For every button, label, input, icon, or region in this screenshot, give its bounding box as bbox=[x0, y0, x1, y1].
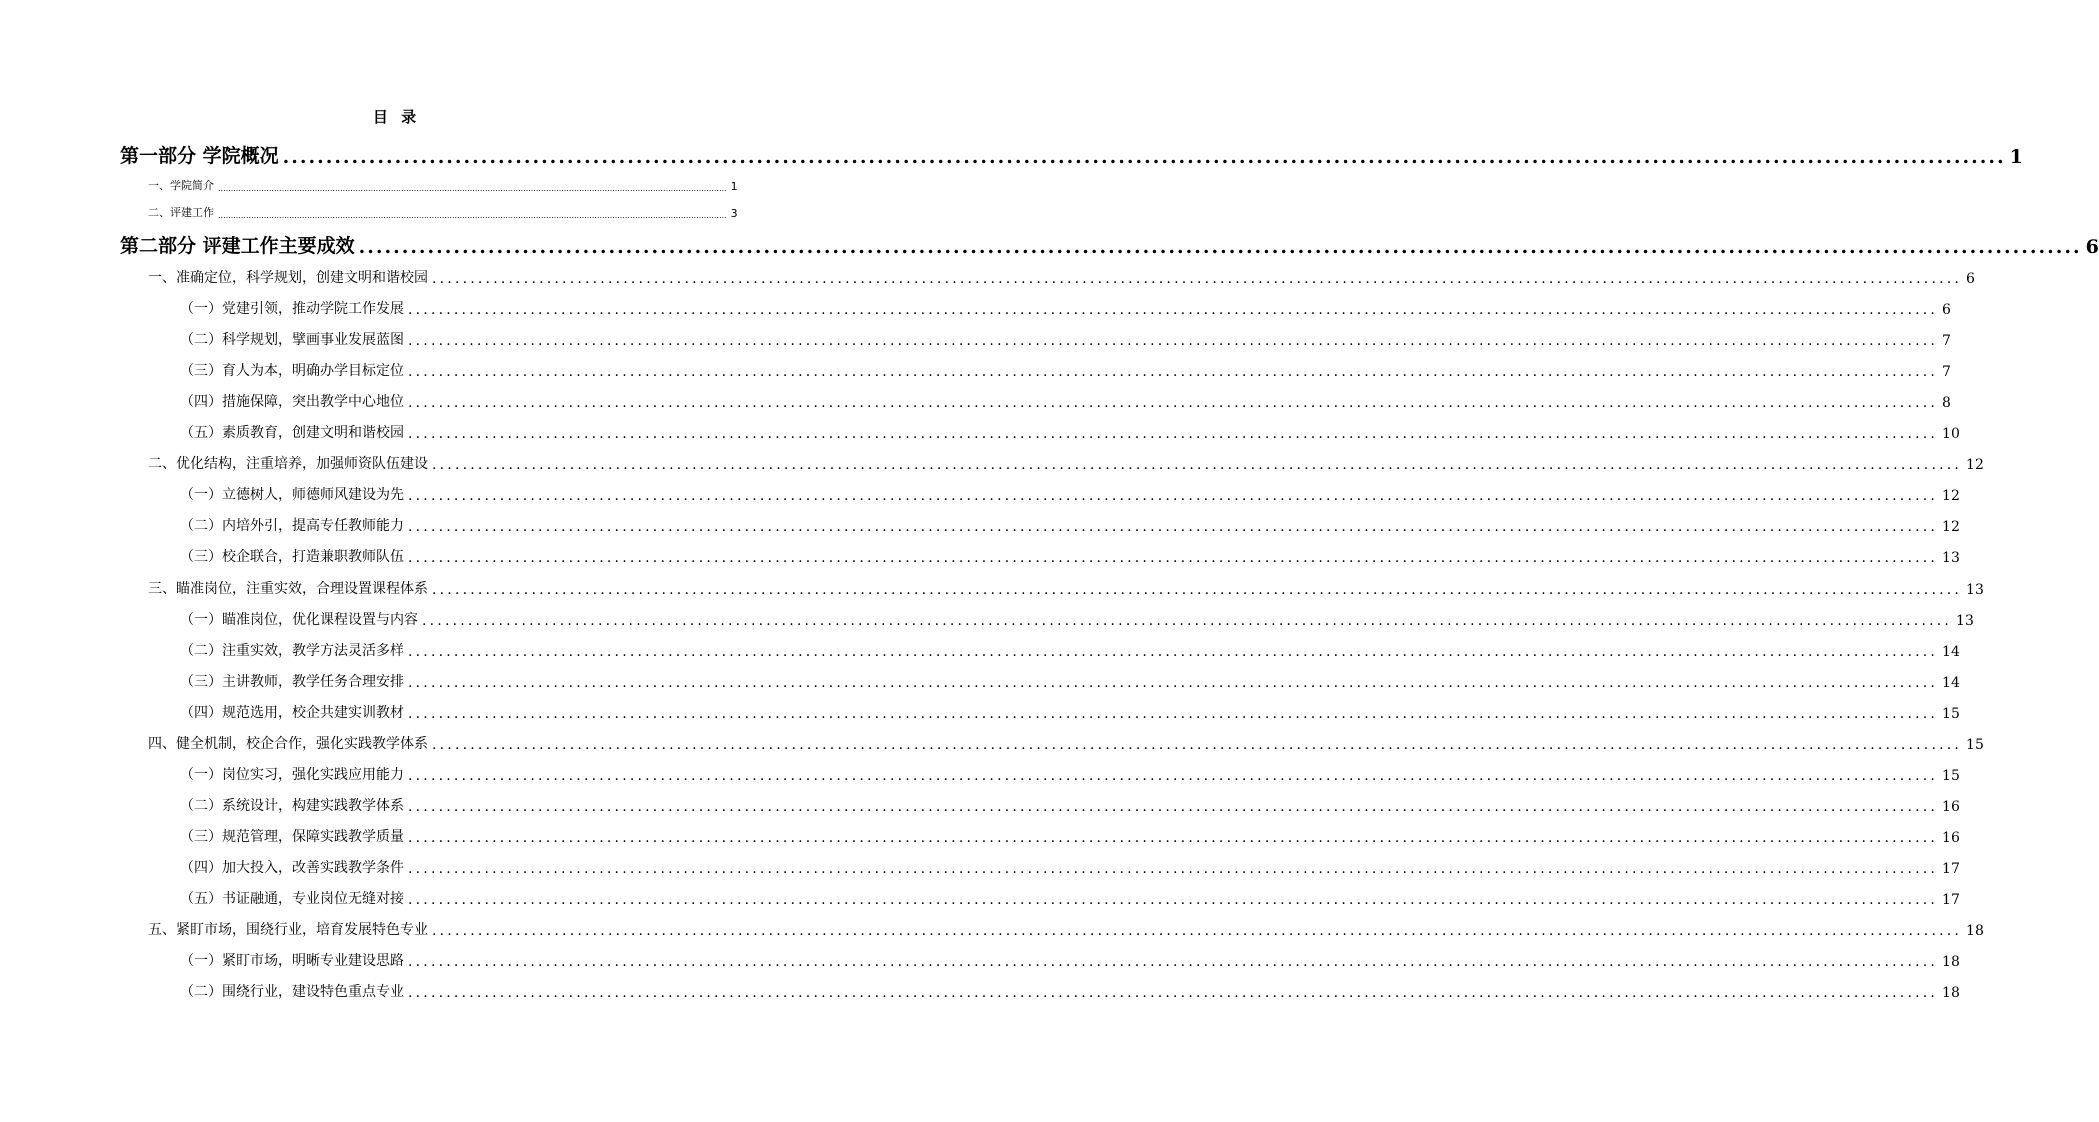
toc-page-number: 7 bbox=[1942, 333, 1951, 349]
toc-page-number: 14 bbox=[1942, 675, 1960, 691]
toc-page-number: 10 bbox=[1942, 426, 1960, 442]
toc-entry-label: （一）紧盯市场，明晰专业建设思路 bbox=[180, 953, 404, 969]
toc-page-number: 17 bbox=[1942, 892, 1960, 908]
toc-entry-label: （二）注重实效，教学方法灵活多样 bbox=[180, 643, 404, 659]
toc-entry-label: （三）校企联合，打造兼职教师队伍 bbox=[180, 549, 404, 565]
toc-leader-dots: ........................................................................................................................................................................................................ bbox=[408, 395, 1939, 411]
toc-leader-dots: ........................................................................................................................................................................................................ bbox=[408, 799, 1939, 815]
toc-leader-dots: ........................................................................................................................................................................................................ bbox=[408, 954, 1939, 970]
toc-entry[interactable] bbox=[180, 389, 1951, 411]
toc-entry-label: （一）岗位实习，强化实践应用能力 bbox=[180, 767, 404, 783]
toc-entry-label: 二、优化结构，注重培养，加强师资队伍建设 bbox=[148, 456, 428, 472]
toc-leader-dots: ........................................................................................................................................................................................................ bbox=[408, 364, 1939, 380]
toc-entry[interactable] bbox=[180, 607, 1974, 629]
toc-page-number: 8 bbox=[1942, 395, 1951, 411]
toc-leader-dots: ........................................................................................................................................................................................................ bbox=[408, 675, 1939, 691]
toc-entry-label: （一）立德树人，师德师风建设为先 bbox=[180, 487, 404, 503]
toc-entry[interactable] bbox=[180, 638, 1960, 660]
toc-page-number: 12 bbox=[1942, 519, 1960, 535]
toc-entry-label: 第二部分 评建工作主要成效 bbox=[120, 235, 355, 257]
toc-leader-dots: ........................................................................................................................................................................................................ bbox=[432, 737, 1963, 753]
toc-leader-dots: ........................................................................................................................................................................................................ bbox=[408, 861, 1939, 877]
toc-entry-label: （三）规范管理，保障实践教学质量 bbox=[180, 829, 404, 845]
toc-entry[interactable] bbox=[148, 175, 738, 193]
toc-entry[interactable] bbox=[180, 948, 1960, 970]
toc-entry[interactable] bbox=[180, 824, 1960, 846]
toc-entry-label: 二、评建工作 bbox=[148, 206, 214, 219]
toc-page-number: 14 bbox=[1942, 644, 1960, 660]
toc-page-number: 3 bbox=[730, 207, 738, 220]
toc-leader-dots: ........................................................................................................................................................................................................ bbox=[408, 830, 1939, 846]
toc-entry[interactable] bbox=[180, 544, 1960, 566]
toc-leader-dots: ........................................................................................................................................................................................................ bbox=[408, 302, 1939, 318]
toc-entry-label: 三、瞄准岗位，注重实效，合理设置课程体系 bbox=[148, 581, 428, 597]
toc-entry-label: （一）党建引领，推动学院工作发展 bbox=[180, 301, 404, 317]
toc-entry[interactable] bbox=[180, 762, 1960, 784]
toc-leader-dots: ........................................................................................................................................................................................................ bbox=[408, 892, 1939, 908]
toc-entry-label: （二）科学规划，擘画事业发展蓝图 bbox=[180, 332, 404, 348]
toc-entry[interactable] bbox=[180, 669, 1960, 691]
toc-entry[interactable] bbox=[180, 482, 1960, 504]
toc-entry[interactable] bbox=[148, 731, 1984, 753]
toc-page-number: 1 bbox=[2009, 146, 2023, 168]
toc-leader-dots: ........................................................................................................................................................................................................ bbox=[432, 457, 1963, 473]
toc-leader-dots: ........................................................................................................................................................................................................ bbox=[282, 146, 2006, 168]
toc-page-number: 6 bbox=[1966, 271, 1975, 287]
toc-leader-dots: ........................................................................................................................................................................................................ bbox=[432, 271, 1963, 287]
toc-page-number: 16 bbox=[1942, 830, 1960, 846]
toc-entry-label: 四、健全机制，校企合作，强化实践教学体系 bbox=[148, 736, 428, 752]
toc-entry[interactable] bbox=[180, 886, 1960, 908]
toc-entry[interactable] bbox=[180, 700, 1960, 722]
toc-page-number: 15 bbox=[1966, 737, 1984, 753]
toc-page-number: 13 bbox=[1942, 550, 1960, 566]
toc-entry-label: 一、学院简介 bbox=[148, 179, 214, 192]
toc-leader-dots: ........................................................................................................................................................................................................ bbox=[432, 582, 1963, 598]
toc-leader-dots: ........................................................................................................................................................................................................ bbox=[408, 333, 1939, 349]
toc-page-number: 15 bbox=[1942, 706, 1960, 722]
toc-entry[interactable] bbox=[180, 513, 1960, 535]
toc-leader-dots: ........................................................................................................................................................................................................ bbox=[408, 488, 1939, 504]
toc-entry-label: 一、准确定位，科学规划，创建文明和谐校园 bbox=[148, 270, 428, 286]
toc-leader-dots: ........................................................................................................................................................................................................ bbox=[422, 613, 1953, 629]
toc-entry[interactable] bbox=[120, 230, 2099, 258]
toc-entry[interactable] bbox=[180, 855, 1960, 877]
toc-leader-dots: ........................................................................................................................................................................................................ bbox=[218, 211, 727, 220]
toc-entry-label: 第一部分 学院概况 bbox=[120, 145, 279, 167]
toc-entry-label: （三）主讲教师，教学任务合理安排 bbox=[180, 674, 404, 690]
toc-entry[interactable] bbox=[180, 793, 1960, 815]
toc-entry[interactable] bbox=[180, 979, 1960, 1001]
toc-entry-label: （五）素质教育，创建文明和谐校园 bbox=[180, 425, 404, 441]
toc-entry[interactable] bbox=[120, 140, 2023, 168]
toc-entry-label: （二）内培外引，提高专任教师能力 bbox=[180, 518, 404, 534]
toc-entry-label: （四）规范选用，校企共建实训教材 bbox=[180, 705, 404, 721]
toc-entry[interactable] bbox=[148, 265, 1975, 287]
toc-leader-dots: ........................................................................................................................................................................................................ bbox=[408, 644, 1939, 660]
toc-leader-dots: ........................................................................................................................................................................................................ bbox=[408, 706, 1939, 722]
toc-entry[interactable] bbox=[148, 917, 1984, 939]
toc-entry-label: （五）书证融通，专业岗位无缝对接 bbox=[180, 891, 404, 907]
toc-leader-dots: ........................................................................................................................................................................................................ bbox=[408, 519, 1939, 535]
toc-entry-label: （二）围绕行业，建设特色重点专业 bbox=[180, 984, 404, 1000]
toc-page-number: 1 bbox=[730, 180, 738, 193]
toc-entry-label: （三）育人为本，明确办学目标定位 bbox=[180, 363, 404, 379]
toc-leader-dots: ........................................................................................................................................................................................................ bbox=[408, 768, 1939, 784]
toc-entry[interactable] bbox=[148, 451, 1984, 473]
toc-leader-dots: ........................................................................................................................................................................................................ bbox=[408, 550, 1939, 566]
toc-page-number: 13 bbox=[1966, 582, 1984, 598]
toc-entry-label: 五、紧盯市场，围绕行业，培育发展特色专业 bbox=[148, 922, 428, 938]
toc-leader-dots: ........................................................................................................................................................................................................ bbox=[408, 985, 1939, 1001]
toc-leader-dots: ........................................................................................................................................................................................................ bbox=[218, 184, 727, 193]
toc-leader-dots: ........................................................................................................................................................................................................ bbox=[408, 426, 1939, 442]
toc-page-number: 17 bbox=[1942, 861, 1960, 877]
toc-page-number: 18 bbox=[1942, 985, 1960, 1001]
toc-page-number: 6 bbox=[2085, 236, 2099, 258]
toc-page-number: 6 bbox=[1942, 302, 1951, 318]
toc-entry-label: （一）瞄准岗位，优化课程设置与内容 bbox=[180, 612, 418, 628]
toc-page-number: 16 bbox=[1942, 799, 1960, 815]
toc-page-number: 13 bbox=[1956, 613, 1974, 629]
toc-entry-label: （四）措施保障，突出教学中心地位 bbox=[180, 394, 404, 410]
toc-entry[interactable] bbox=[180, 358, 1951, 380]
toc-title: 目 录 bbox=[372, 108, 421, 126]
toc-leader-dots: ........................................................................................................................................................................................................ bbox=[358, 236, 2082, 258]
toc-entry[interactable] bbox=[180, 420, 1960, 442]
toc-entry[interactable] bbox=[180, 296, 1951, 318]
toc-page-number: 15 bbox=[1942, 768, 1960, 784]
toc-page-number: 12 bbox=[1942, 488, 1960, 504]
toc-page-number: 7 bbox=[1942, 364, 1951, 380]
toc-entry[interactable] bbox=[148, 576, 1984, 598]
toc-page-number: 18 bbox=[1966, 923, 1984, 939]
toc-entry-label: （二）系统设计，构建实践教学体系 bbox=[180, 798, 404, 814]
toc-leader-dots: ........................................................................................................................................................................................................ bbox=[432, 923, 1963, 939]
toc-entry[interactable] bbox=[148, 202, 738, 220]
toc-page-number: 18 bbox=[1942, 954, 1960, 970]
toc-entry-label: （四）加大投入，改善实践教学条件 bbox=[180, 860, 404, 876]
toc-page-number: 12 bbox=[1966, 457, 1984, 473]
toc-entry[interactable] bbox=[180, 327, 1951, 349]
